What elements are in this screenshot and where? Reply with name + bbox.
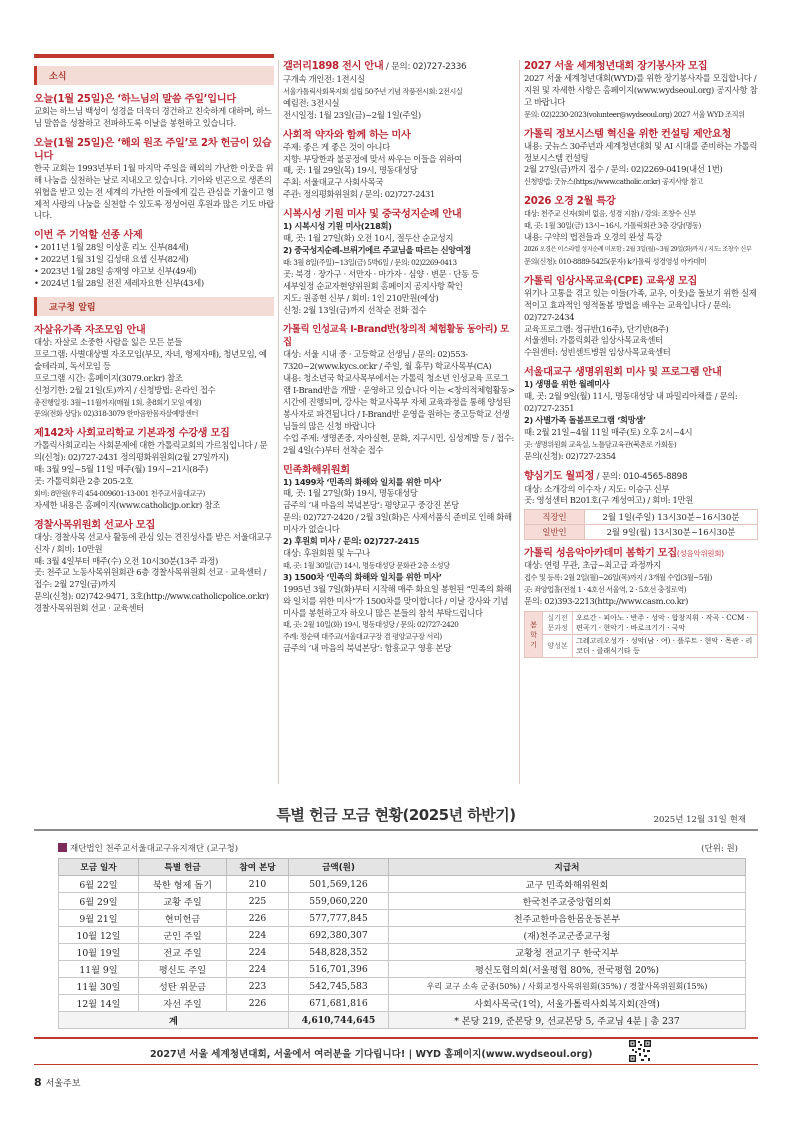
retreat-schedule-table <box>524 509 758 540</box>
notice-line: 곳: 북경 · 장가구 · 서만자 · 마가자 · 심양 · 변문 · 단동 등 <box>283 268 479 279</box>
notice-line: 문의: 02)727-2420 / 2월 3일(화)은 사제서품식 준비로 인해 화해 미사가 없습니다 <box>283 512 512 535</box>
notice-wyd-volunteers <box>524 60 758 121</box>
notice-title: 시복시성 기원 미사 및 중국성지순례 안내 <box>283 209 462 221</box>
notice-line: 곳: 천주교 노동사목위원회관 6층 경찰사목위원회 선교 · 교육센터 / 접수: 2월 27일(금)까지 <box>34 567 266 590</box>
notice-line: 서울센터: 가톨릭회관 임상사목교육센터 <box>524 335 663 346</box>
table-cell: 평신도협의회(서울평협 80%, 전국평협 20%) <box>389 961 746 978</box>
notice-deceased-priests <box>34 229 274 290</box>
notice-line: 때, 곳: 1월 27일(화) 오전 10시, 절두산 순교성지 <box>283 233 454 244</box>
notice-overseas-aid <box>34 137 274 223</box>
collection-table <box>58 858 746 1029</box>
page-number: 8 <box>34 1076 42 1089</box>
table-cell: 오르간 · 피아노 · 반주 · 성악 · 합창지휘 · 작곡 · CCM · 편곡기 · 현악기 · 바로크기기 · 국악 <box>573 612 758 635</box>
notice-centering-prayer <box>524 470 758 541</box>
notice-subhead: 1) 1499차 ‘민족의 화해와 일치를 위한 미사’ <box>283 476 442 487</box>
table-row <box>59 910 746 927</box>
notice-body: 한국 교회는 1993년부터 1월 마지막 주일을 해외의 가난한 이웃을 위해 나눔을 실천하는 날로 지내오고 있습니다. 기아와 빈곤으로 생존의 위협을 받고 있는 전 세계의 가난한 이들에게 깊은 관심을 기울이고 형제적 사랑의 나눔을 실천할 수 있도록 정성어린 후원과 많은 기도 바랍니다. <box>34 162 274 221</box>
table-cell: 10월 12일 <box>59 927 139 944</box>
notice-line: 대상: 자살로 소중한 사람을 잃은 모든 분들 <box>34 336 182 347</box>
notice-line: 문의(전화 상담): 02)318-3079 한마음한몸자살예방센터 <box>34 409 199 419</box>
notice-line: 금주의 ‘내 마음의 북녘본당’: 평양교구 중강진 본당 <box>283 500 459 511</box>
foundation-label: 재단법인 천주교서울대교구유지재단 (교구청) <box>70 844 239 854</box>
table-cell: 평신도 주일 <box>139 961 227 978</box>
notice-line: 교육프로그램: 정규반(16주), 단기반(8주) <box>524 323 669 334</box>
notice-title: 가톨릭 정보시스템 혁신을 위한 컨설팅 제안요청 <box>524 128 732 140</box>
table-cell: 223 <box>227 978 289 995</box>
column-divider <box>278 60 279 784</box>
notice-title: 이번 주 기억할 선종 사제 <box>34 230 143 242</box>
notice-line: 2월 27일(금)까지 접수 / 문의: 02)2269-0419(내선 1번) <box>524 164 723 175</box>
notice-contact: / 문의: 02)727-2336 <box>383 62 467 72</box>
table-cell: 교황청 전교기구 한국지부 <box>389 944 746 961</box>
table-cell: 210 <box>227 876 289 893</box>
notice-title: 사회적 약자와 함께 하는 미사 <box>283 129 411 141</box>
table-cell: 전교 주일 <box>139 944 227 961</box>
total-note: * 본당 219, 준본당 9, 선교본당 5, 주교님 4분 | 총 237 <box>389 1012 746 1029</box>
notice-line: 총진행일정: 3월~11월까지(매월 1회, 총8회기 모임 예정) <box>34 397 202 407</box>
table-cell: (재)천주교군종교구청 <box>389 927 746 944</box>
table-cell: 양성본 <box>543 635 573 658</box>
table-cell: 그레고리오성가 · 성악(남 · 여) · 플루트 · 현악 · 목관 · 리코더 · 클래식기타 등 <box>573 635 758 658</box>
table-cell: 671,681,816 <box>289 995 389 1012</box>
table-cell: 224 <box>227 944 289 961</box>
column-2 <box>283 60 516 662</box>
list-item: • 2011년 1월 28일 이상훈 리노 신부(84세) <box>34 242 274 254</box>
notice-line: 대상: 소개강의 이수자 / 지도: 이승구 신부 <box>524 483 670 494</box>
notice-organizer: (성음악위원회) <box>676 549 724 559</box>
notice-title: 경찰사목위원회 선교사 모집 <box>34 519 155 531</box>
notice-subhead: 2) 후원회 미사 / 문의: 02)727-2415 <box>283 536 420 547</box>
table-row <box>59 893 746 910</box>
notice-line: 신청방법: 굿뉴스(https://www.catholic.or.kr) 공지사항 참고 <box>524 177 703 187</box>
notice-line: 1995년 3월 7일(화)부터 시작해 매주 화요일 봉헌된 “민족의 화해와 일치를 위한 미사”가 1500차를 맞이합니다 / 이날 강사와 기념 미사를 봉헌하고자 하오니 많은 분들의 참석 부탁드립니다 <box>283 583 512 618</box>
table-cell: 6월 29일 <box>59 893 139 910</box>
table-row <box>59 961 746 978</box>
notice-title: 제142차 사회교리학교 기본과정 수강생 모집 <box>34 428 230 440</box>
table-cell: 224 <box>227 961 289 978</box>
table-cell: 12월 14일 <box>59 995 139 1012</box>
section-tag-news: 소식 <box>34 66 274 85</box>
priest-list <box>34 242 274 290</box>
notice-word-sunday <box>34 93 274 130</box>
banner-text: 2027년 서울 세계청년대회, 서울에서 여러분을 기다립니다! | WYD 홈페이지(www.wydseoul.org) <box>150 1049 593 1060</box>
notice-line: 주례: 정순택 대주교(서울대교구장 겸 평양교구장 서리) <box>283 632 442 642</box>
column-header: 지급처 <box>389 859 746 876</box>
notice-line: 지도: 원종현 신부 / 회비: 1인 210만원(예상) <box>283 292 439 303</box>
table-cell: 225 <box>227 893 289 910</box>
notice-body: 교회는 하느님 백성이 성경을 더욱더 경건하고 친숙하게 대하며, 하느님 말씀을 성찰하고 전파하도록 이날을 봉헌하고 있습니다. <box>34 106 272 128</box>
table-cell: 성탄 위문금 <box>139 978 227 995</box>
table-cell: 542,745,583 <box>289 978 389 995</box>
notice-suicide-bereaved <box>34 324 274 420</box>
notice-line: 신청기한: 2월 21일(토)까지 / 신청방법: 온라인 접수 <box>34 384 216 395</box>
notice-line: 내용: 청소년국 학교사목부에서는 가톨릭 청소년 인성교육 프로그램 I-Brand반을 개발 · 운영하고 있습니다 이는 <창의적체험활동>시간에 진행되며, 강사는 학교사목부 자체 교육과정을 통해 양성된 봉사자로 파견됩니다 / I-Brand반 운영을 원하는 중고등학교 선생님들의 많은 신청 바랍니다 <box>283 373 515 431</box>
notice-sacred-music <box>524 547 758 658</box>
notice-cpe <box>524 275 758 359</box>
notice-line: 곳: 가톨릭회관 2층 205-2호 <box>34 476 133 487</box>
table-row <box>525 525 758 540</box>
notice-line: 프로그램: 사별대상별 자조모임(부모, 자녀, 형제자매), 청년모임, 예술테라피, 독서모임 등 <box>34 348 267 371</box>
table-cell: 일반인 <box>525 525 585 540</box>
column-header: 모금 일자 <box>59 859 139 876</box>
notice-line: 전시일정: 1월 23일(금)~2월 1일(주일) <box>283 109 421 120</box>
table-cell: 북한 형제 돕기 <box>139 876 227 893</box>
music-course-table <box>524 611 758 658</box>
notice-title: 서울대교구 생명위원회 미사 및 프로그램 안내 <box>524 367 722 379</box>
notice-line: 서울가톨릭사회복지회 설립 50주년 기념 작품전시회: 2전시실 <box>283 86 463 96</box>
table-row <box>525 612 758 635</box>
notice-line: 때: 2월 21일~4월 11일 매주(토) 오후 2시~4시 <box>524 426 693 437</box>
publication-name: 서울주보 <box>45 1079 81 1089</box>
table-cell: 교황 주일 <box>139 893 227 910</box>
table-cell: 2월 9일(월) 13시30분~16시30분 <box>585 525 758 540</box>
notice-line: 때: 3월 8일(주일)~13일(금) 5박6일 / 문의: 02)2269-0413 <box>283 257 457 267</box>
notice-line: 주제: 좋은 게 좋은 것이 아니다 <box>283 141 390 152</box>
table-total-row <box>59 1012 746 1029</box>
notice-line: 대상: 후원회원 및 누구나 <box>283 548 370 558</box>
notice-line: 때: 3월 9일~5월 11일 매주(월) 19시~21시(8주) <box>34 464 208 475</box>
table-cell: 11월 30일 <box>59 978 139 995</box>
foundation-icon <box>58 843 67 852</box>
column-header: 특별 헌금 <box>139 859 227 876</box>
table-row <box>525 510 758 525</box>
notice-title: 향심기도 월피정 <box>524 470 595 482</box>
total-label: 계 <box>59 1012 289 1029</box>
table-row <box>525 635 758 658</box>
collection-date: 2025년 12월 31일 현재 <box>653 815 746 825</box>
column-top-bar <box>34 54 274 58</box>
notice-mass-vulnerable <box>283 129 516 202</box>
notice-line: 수원센터: 성빈센트병원 임상사목교육센터 <box>524 347 671 358</box>
notice-line: 위기나 고통을 겪고 있는 이들(가족, 교우, 이웃)을 돌보기 위한 실제적이고 효과적인 영적돌봄 방법을 배우는 교육입니다 / 문의: 02)727-2434 <box>524 287 757 322</box>
notice-line: 내용: 구약의 법전들과 오경의 완성 특강 <box>524 232 662 243</box>
table-row <box>59 995 746 1012</box>
table-cell: 10월 19일 <box>59 944 139 961</box>
notice-line: 금주의 ‘내 마음의 북녘본당’: 함흥교구 영흥 본당 <box>283 643 452 654</box>
section-tag-diocese: 교구청 알림 <box>34 297 274 316</box>
notice-line: 때, 곳: 1월 30일(금) 14시, 명동대성당 문화관 2층 소성당 <box>283 560 450 570</box>
notice-line: 문의(신청): 02)727-2354 <box>524 450 616 461</box>
notice-line: 때, 곳: 1월 27일(화) 19시, 명동대성당 <box>283 488 418 499</box>
table-row <box>59 927 746 944</box>
table-cell: 11월 9일 <box>59 961 139 978</box>
table-cell: 천주교한마음한몸운동본부 <box>389 910 746 927</box>
notice-title: 민족화해위원회 <box>283 464 350 476</box>
table-row <box>59 876 746 893</box>
notice-info-system <box>524 128 758 189</box>
table-cell: 9월 21일 <box>59 910 139 927</box>
list-item: • 2023년 1월 28일 송재영 야고보 신부(49세) <box>34 266 274 278</box>
notice-line: 가톨릭사회교리는 사회문제에 대한 가톨릭교회의 가르침입니다 / 문의(신청): 02)727-2431 정의평화위원회(2월 27일까지) <box>34 440 268 463</box>
table-row <box>59 978 746 995</box>
notice-line: 신청: 2월 13일(금)까지 선착순 전화 접수 <box>283 304 427 315</box>
table-cell: 501,569,126 <box>289 876 389 893</box>
notice-subhead: 3) 1500차 ‘민족의 화해와 일치를 위한 미사’ <box>283 571 442 582</box>
notice-title: 가톨릭 성음악아카데미 봄학기 모집 <box>524 548 677 560</box>
notice-title: 가톨릭 인성교육 I-Brand반(창의적 체험활동 동아리) 모집 <box>283 324 509 349</box>
notice-line: 예림전: 3전시실 <box>283 97 340 108</box>
notice-life-committee <box>524 366 758 462</box>
notice-title: 오늘(1월 25일)은 ‘하느님의 말씀 주일’입니다 <box>34 94 236 105</box>
table-cell: 직장인 <box>525 510 585 525</box>
notice-line: 때: 3월 4일부터 매주(수) 오전 10시30분(13주 과정) <box>34 555 218 566</box>
notice-line: 곳: 좌양업홀(전철 1 · 4호선 서울역, 2 · 5호선 충정로역) <box>524 585 687 595</box>
column-3 <box>524 60 758 665</box>
notice-line: 문의: 02)2230-2023(volunteer@wydseoul.org) 2027 서울 WYD 조직위 <box>524 109 745 119</box>
notice-line: 2026 오경은 이스라엘 성지순례 미포함 : 2월 3일(월)~3월 29일(화)까지 / 지도: 조창수 신부 <box>524 245 752 253</box>
notice-line: 지향: 부당한과 불공정에 맞서 싸우는 이들을 위하여 <box>283 153 462 164</box>
title-rule <box>34 829 758 831</box>
column-header: 참여 본당 <box>227 859 289 876</box>
notice-line: 곳: 영성센터 B201호(구 계성여고) / 회비: 1만원 <box>524 495 693 506</box>
notice-police-ministry <box>34 519 274 615</box>
table-cell: 516,701,396 <box>289 961 389 978</box>
foundation-name <box>58 842 238 854</box>
table-cell: 692,380,307 <box>289 927 389 944</box>
table-cell: 우리 교구 소속 군종(50%) / 사회교정사목위원회(35%) / 경찰사목위원회(15%) <box>389 978 746 995</box>
notice-line: 내용: 굿뉴스 30주년과 세계청년대회 및 AI 시대를 준비하는 가톨릭 정보시스템 컨설팅 <box>524 140 758 163</box>
notice-line: 세부일정 순교자현양위원회 홈페이지 공지사항 확인 <box>283 280 463 291</box>
notice-beatification <box>283 208 516 316</box>
table-cell: 사회사목국(1억), 서울가톨릭사회복지회(잔액) <box>389 995 746 1012</box>
wyd-banner <box>34 1037 758 1065</box>
notice-line: 곳: 생명위원회 교육실, 노틀담교육관(북촌로 가회동) <box>524 439 677 449</box>
notice-title: 가톨릭 임상사목교육(CPE) 교육생 모집 <box>524 275 698 287</box>
list-item: • 2022년 1월 31일 김성태 요셉 신부(82세) <box>34 254 274 266</box>
notice-line: 때, 곳: 2월 10일(화) 19시, 명동대성당 / 문의: 02)727-2420 <box>283 620 459 630</box>
table-cell: 559,060,220 <box>289 893 389 910</box>
table-header-row <box>59 859 746 876</box>
notice-line: 문의(신청): 02)742-9471, 3호(http://www.catholicpolice.or.kr) 경찰사목위원회 선교 · 교육센터 <box>34 591 269 614</box>
notice-line: 대상: 경찰사목 선교사 활동에 관심 있는 견진성사를 받은 서울대교구 신자 / 회비: 10만원 <box>34 531 272 554</box>
notice-title: 자살유가족 자조모임 안내 <box>34 324 146 336</box>
notice-gallery <box>283 60 516 122</box>
total-amount: 4,610,744,645 <box>289 1012 389 1029</box>
collection-title: 특별 헌금 모금 현황(2025년 하반기) <box>276 806 516 824</box>
notice-pentateuch <box>524 195 758 268</box>
notice-line: 문의(신청): 010-8889-5425(문자) k가톨릭 성경영성 아카데미 <box>524 256 707 266</box>
notice-line: 주관: 정의평화위원회 / 문의: 02)727-2431 <box>283 189 436 200</box>
table-row <box>59 944 746 961</box>
table-cell: 현미헌금 <box>139 910 227 927</box>
notice-line: 프로그램 시간: 홈페이지(3079.or.kr) 참조 <box>34 372 183 383</box>
table-cell: 한국천주교중앙협의회 <box>389 893 746 910</box>
unit-label: (단위: 원) <box>701 844 738 854</box>
column-1 <box>34 60 274 622</box>
notice-line: 주최: 서울대교구 사회사목국 <box>283 177 383 188</box>
notice-line: 때, 곳: 2월 9일(월) 11시, 명동대성당 내 파밀리아채플 / 문의: 02)727-2351 <box>524 391 738 414</box>
special-collection-section <box>34 796 758 1027</box>
list-item: • 2024년 1월 28일 전진 세레자요한 신부(43세) <box>34 278 274 290</box>
notice-subhead: 2) 사별가족 돌봄프로그램 ‘희망샘’ <box>524 414 646 425</box>
page-footer <box>34 1076 80 1089</box>
table-cell: 실기전문과정 <box>543 612 573 635</box>
table-cell: 577,777,845 <box>289 910 389 927</box>
table-cell: 2월 1일(주일) 13시30분~16시30분 <box>585 510 758 525</box>
notice-line: 2027 서울 세계청년대회(WYD)를 위한 장기봉사자를 모집합니다 / 지원 및 자세한 사항은 홈페이지(www.wydseoul.org) 공지사항 참고 바랍니다 <box>524 73 758 107</box>
notice-subhead: 1) 생명을 위한 월례미사 <box>524 379 610 390</box>
notice-social-doctrine <box>34 427 274 511</box>
qr-code-icon <box>628 1039 652 1063</box>
column-divider <box>519 60 520 784</box>
notice-line: 대상: 서울 시내 중 · 고등학교 선생님 / 문의: 02)553-7320~2(www.kycs.or.kr / 주일, 월 휴무) 학교사목부(CA) <box>283 349 492 372</box>
notice-subhead: 2) 중국성지순례-브뤼기에르 주교님을 따르는 신앙여정 <box>283 244 471 255</box>
notice-title: 2027 서울 세계청년대회 장기봉사자 모집 <box>524 61 708 72</box>
notice-line: 자세한 내용은 홈페이지(www.catholicjp.or.kr) 참조 <box>34 499 220 510</box>
table-cell: 226 <box>227 910 289 927</box>
column-header: 금액(원) <box>289 859 389 876</box>
notice-line: 회비: 8만원(우리 454-009601-13-001 천주교서울대교구) <box>34 488 205 498</box>
notice-subhead: 1) 시복시성 기원 미사(218회) <box>283 221 392 232</box>
notice-line: 구개속 개인전: 1전시실 <box>283 74 365 84</box>
table-cell: 교구 민족화해위원회 <box>389 876 746 893</box>
table-cell: 226 <box>227 995 289 1012</box>
notice-line: 때, 곳: 1월 29일(목) 19시, 명동대성당 <box>283 165 418 176</box>
notice-contact: / 문의: 010-4565-8898 <box>594 471 688 482</box>
table-cell: 자선 주일 <box>139 995 227 1012</box>
notice-line: 문의: 02)393-2213(http://www.casm.co.kr) <box>524 596 688 607</box>
notice-title: 2026 오경 2월 특강 <box>524 196 616 208</box>
notice-line: 대상: 천주교 신자(회비 없음, 성경 지참) / 강의: 조창수 신부 <box>524 209 696 219</box>
notice-line: 대상: 연령 무관, 초급~최고급 과정까지 <box>524 560 661 571</box>
notice-reconciliation <box>283 464 516 656</box>
notice-line: 때, 곳: 1월 30일(금) 13시~16시, 가톨릭회관 3층 강당(명동) <box>524 221 701 231</box>
notice-ibrand <box>283 323 516 456</box>
table-cell: 224 <box>227 927 289 944</box>
notice-line: 접수 및 등록: 2월 2일(월)~26일(목)까지 / 3개월 수업(3월~5월) <box>524 573 712 583</box>
notice-title: 갤러리1898 전시 안내 <box>283 61 384 72</box>
notice-line: 수업 주제: 생명존중, 자아실현, 문화, 지구시민, 심성계발 등 / 접수: 2월 4일(수)부터 선착순 접수 <box>283 432 514 455</box>
table-cell: 군인 주일 <box>139 927 227 944</box>
table-cell: 봄학기 <box>525 612 543 658</box>
table-cell: 548,828,352 <box>289 944 389 961</box>
table-cell: 6월 22일 <box>59 876 139 893</box>
notice-title: 오늘(1월 25일)은 ‘해외 원조 주일’로 2차 헌금이 있습니다 <box>34 137 272 162</box>
